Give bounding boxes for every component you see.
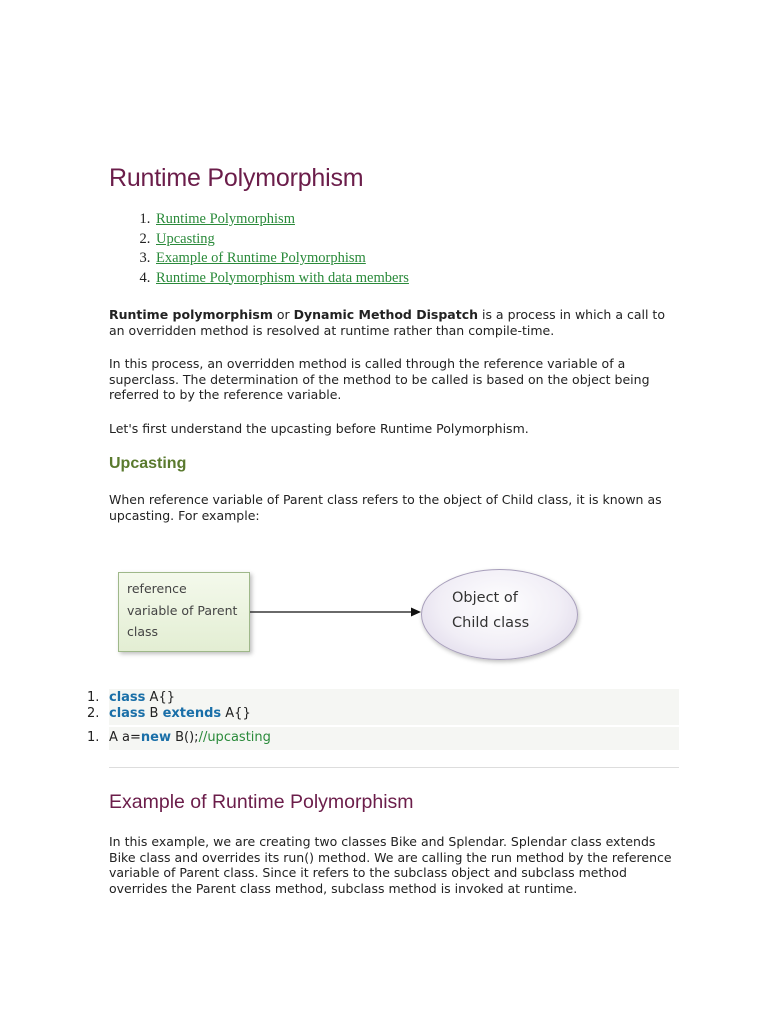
box-line: class — [127, 624, 159, 639]
code-text: B(); — [170, 730, 199, 745]
toc-link-upcasting[interactable]: Upcasting — [156, 230, 215, 247]
page-title: Runtime Polymorphism — [109, 164, 364, 192]
code-block-classes — [87, 689, 679, 725]
code-keyword: class — [109, 690, 146, 705]
line-number: 1. — [87, 730, 100, 745]
section-divider — [109, 767, 679, 768]
upcasting-heading: Upcasting — [109, 455, 187, 472]
code-text: B — [145, 706, 163, 721]
reference-variable-box — [118, 572, 250, 652]
code-line — [87, 730, 679, 746]
upcasting-description: When reference variable of Parent class refers to the object of Child class, it is known as upcasting. For example: — [109, 492, 662, 523]
term-dynamic-method-dispatch: Dynamic Method Dispatch — [293, 307, 478, 322]
ellipse-line: Object of — [452, 590, 518, 606]
upcasting-intro-paragraph: Let's first understand the upcasting before Runtime Polymorphism. — [109, 421, 529, 436]
toc-link-data-members[interactable]: Runtime Polymorphism with data members — [156, 269, 409, 286]
code-text: A a= — [109, 730, 141, 745]
code-block-upcasting — [87, 727, 679, 750]
table-of-contents — [130, 210, 409, 288]
intro-rest: is a process in which a call to an overridden method is resolved at runtime rather than compile-time. — [109, 307, 665, 338]
line-number: 1. — [87, 690, 100, 705]
toc-item — [154, 269, 409, 289]
term-runtime-polymorphism: Runtime polymorphism — [109, 307, 273, 322]
line-number: 2. — [87, 706, 100, 721]
box-line: variable of Parent — [127, 602, 238, 618]
code-line — [87, 706, 679, 722]
intro-or: or — [272, 307, 294, 322]
code-line — [87, 690, 679, 706]
toc-link-runtime-polymorphism[interactable]: Runtime Polymorphism — [156, 211, 295, 227]
toc-link-example[interactable]: Example of Runtime Polymorphism — [156, 250, 366, 266]
child-object-ellipse — [421, 569, 578, 660]
code-text: A{} — [221, 706, 251, 721]
process-paragraph: In this process, an overridden method is called through the reference variable of a superclass. The determination of the method to be called is based on the object being referred to by the reference variable. — [109, 356, 650, 402]
code-comment: //upcasting — [198, 730, 271, 745]
toc-item — [154, 210, 409, 230]
toc-item — [154, 230, 409, 250]
ellipse-line: Child class — [452, 615, 530, 631]
example-description: In this example, we are creating two classes Bike and Splendar. Splendar class extends Bike class and overrides its run() method. We are calling the run method by the reference variable of Parent class. Since it refers to the subclass object and subclass method overrides the Parent class method, subclass method is invoked at runtime. — [109, 834, 672, 896]
toc-item — [154, 249, 409, 269]
code-keyword: class — [109, 706, 146, 721]
intro-paragraph — [109, 307, 679, 338]
code-text: A{} — [145, 690, 175, 705]
example-heading: Example of Runtime Polymorphism — [109, 791, 414, 813]
box-line: reference — [127, 581, 187, 596]
code-keyword: new — [140, 730, 171, 745]
code-keyword: extends — [162, 706, 222, 721]
